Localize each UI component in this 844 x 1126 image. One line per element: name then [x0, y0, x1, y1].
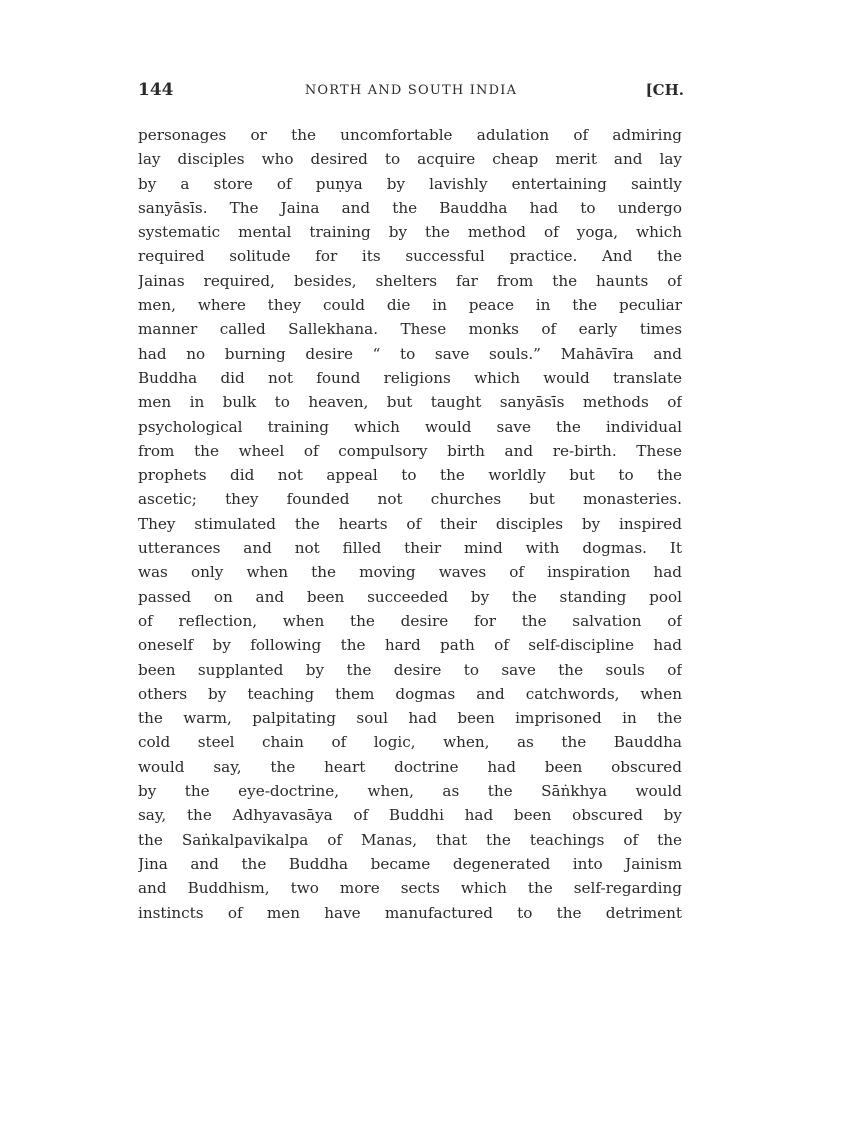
- text-line: had no burning desire “ to save souls.” Mahāvīra and: [138, 344, 682, 363]
- text-line: personages or the uncomfortable adulation of admiring: [138, 126, 682, 144]
- page-number: 144: [138, 80, 174, 100]
- text-line: say, the Adhyavasāya of Buddhi had been obscured by: [138, 806, 682, 825]
- text-line: systematic mental training by the method of yoga, which: [138, 223, 682, 242]
- page-header: [138, 80, 684, 106]
- text-line: men in bulk to heaven, but taught sanyāsīs methods of: [138, 393, 682, 412]
- text-line: and Buddhism, two more sects which the self-regarding: [138, 879, 682, 898]
- chapter-mark: [CH.: [645, 81, 684, 99]
- text-line: by the eye-doctrine, when, as the Sāṅkhya would: [138, 782, 682, 801]
- text-line: others by teaching them dogmas and catchwords, when: [138, 684, 682, 703]
- text-line: manner called Sallekhana. These monks of early times: [138, 320, 682, 339]
- text-line: required solitude for its successful practice. And the: [138, 247, 682, 266]
- text-line: Buddha did not found religions which would translate: [138, 368, 682, 387]
- text-line: the Saṅkalpavikalpa of Manas, that the teachings of the: [138, 830, 682, 849]
- text-line: psychological training which would save the individual: [138, 417, 682, 436]
- text-line: passed on and been succeeded by the standing pool: [138, 587, 682, 606]
- running-title: NORTH AND SOUTH INDIA: [304, 83, 518, 98]
- text-line: was only when the moving waves of inspiration had: [138, 563, 682, 582]
- text-line: prophets did not appeal to the worldly but to the: [138, 466, 682, 485]
- body-text: [138, 123, 682, 925]
- text-line: would say, the heart doctrine had been obscured: [138, 757, 682, 776]
- text-line: ascetic; they founded not churches but monasteries.: [138, 490, 682, 509]
- text-line: cold steel chain of logic, when, as the Bauddha: [138, 733, 682, 752]
- text-line: Jainas required, besides, shelters far from the haunts of: [138, 271, 682, 290]
- text-line: They stimulated the hearts of their disciples by inspired: [138, 514, 682, 533]
- text-line: of reflection, when the desire for the salvation of: [138, 611, 682, 630]
- text-line: instincts of men have manufactured to the detriment: [138, 903, 682, 922]
- text-line: Jina and the Buddha became degenerated into Jainism: [138, 854, 682, 873]
- text-line: utterances and not filled their mind with dogmas. It: [138, 539, 682, 558]
- text-line: sanyāsīs. The Jaina and the Bauddha had to undergo: [138, 198, 682, 217]
- text-line: oneself by following the hard path of self-discipline had: [138, 636, 682, 655]
- text-line: by a store of puṇya by lavishly entertaining saintly: [138, 174, 682, 193]
- text-line: the warm, palpitating soul had been imprisoned in the: [138, 709, 682, 728]
- text-line: lay disciples who desired to acquire cheap merit and lay: [138, 150, 682, 169]
- text-line: been supplanted by the desire to save the souls of: [138, 660, 682, 679]
- text-line: men, where they could die in peace in the peculiar: [138, 296, 682, 315]
- text-line: from the wheel of compulsory birth and re-birth. These: [138, 441, 682, 460]
